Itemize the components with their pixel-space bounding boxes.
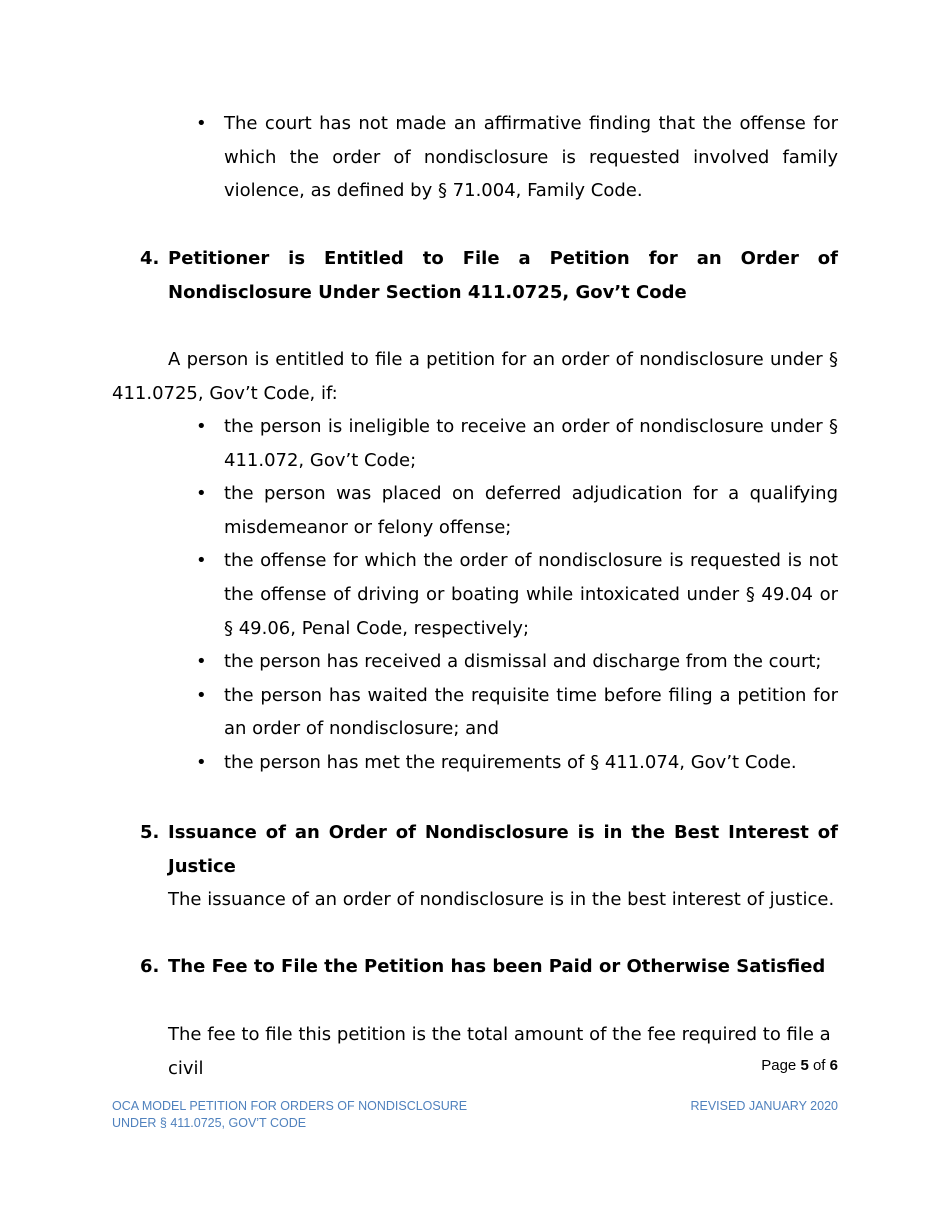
section-4-intro: A person is entitled to file a petition for an order of nondisclosure under § 411.0725, Gov’t Code, if:	[112, 349, 838, 404]
footer-document-title: OCA MODEL PETITION FOR ORDERS OF NONDISCLOSURE UNDER § 411.0725, GOV’T CODE	[112, 1099, 468, 1130]
section-6-body: The fee to file this petition is the total amount of the fee required to file a civil	[168, 1024, 831, 1079]
footer-revision-date: REVISED JANUARY 2020	[690, 1099, 838, 1113]
section-5-body: The issuance of an order of nondisclosure is in the best interest of justice.	[168, 889, 835, 910]
list-item: • the offense for which the order of nondisclosure is requested is not the offense of driving or boating while intoxicated under § 49.04 or § 49.06, Penal Code, respectively;	[224, 544, 838, 645]
section-4-heading: 4. Petitioner is Entitled to File a Petition for an Order of Nondisclosure Under Section 411.0725, Gov’t Code	[140, 248, 838, 303]
list-item: • the person has waited the requisite time before filing a petition for an order of nondisclosure; and	[224, 679, 838, 746]
bullet-icon: •	[196, 483, 207, 505]
bullet-icon: •	[196, 113, 207, 134]
page-number: Page 5 of 6	[761, 1057, 838, 1074]
list-item: • the person is ineligible to receive an order of nondisclosure under § 411.072, Gov’t Code;	[224, 410, 838, 477]
bullet-icon: •	[196, 550, 207, 572]
bullet-icon: •	[196, 684, 207, 706]
bullet-icon: •	[196, 651, 207, 673]
list-item: • the person has met the requirements of § 411.074, Gov’t Code.	[224, 746, 838, 780]
top-bullet-list	[196, 107, 838, 208]
list-item: • the person was placed on deferred adjudication for a qualifying misdemeanor or felony offense;	[224, 477, 838, 544]
list-item: • the person has received a dismissal and discharge from the court;	[224, 645, 838, 679]
bullet-icon: •	[196, 416, 207, 437]
list-item: • The court has not made an affirmative finding that the offense for which the order of nondisclosure is requested involved family violence, as defined by § 71.004, Family Code.	[224, 107, 838, 208]
section-5-heading: 5. Issuance of an Order of Nondisclosure is in the Best Interest of Justice	[140, 822, 838, 877]
bullet-icon: •	[196, 751, 207, 773]
section-6-heading: 6. The Fee to File the Petition has been Paid or Otherwise Satisfied	[140, 956, 826, 977]
section-4-bullet-list	[196, 410, 838, 780]
